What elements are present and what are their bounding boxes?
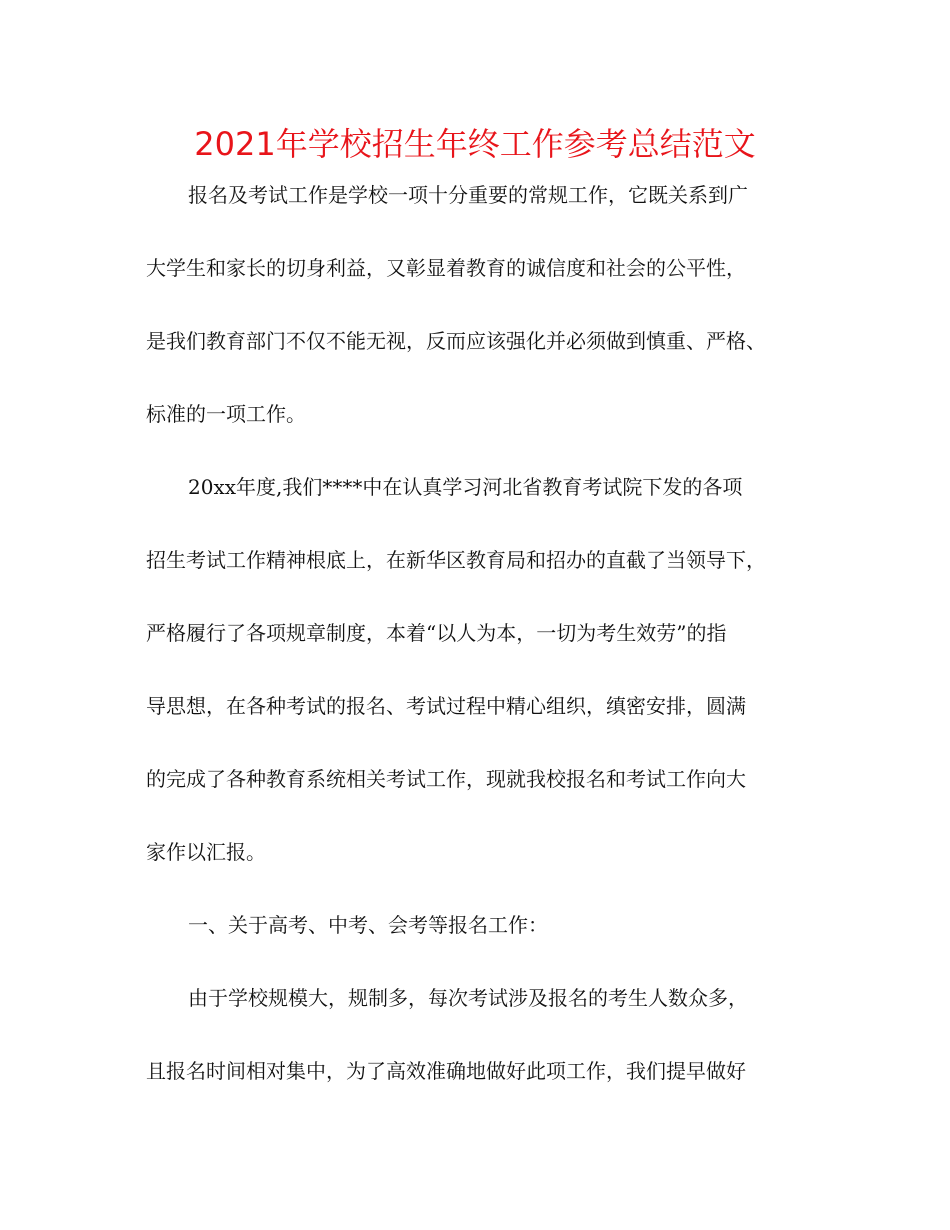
paragraph-line: 是我们教育部门不仅不能无视，反而应该强化并必须做到慎重、严格、 [146, 329, 766, 353]
document-title: 2021年学校招生年终工作参考总结范文 [194, 125, 756, 163]
paragraph-line: 家作以汇报。 [146, 840, 266, 864]
paragraph-line: 标准的一项工作。 [146, 402, 306, 426]
paragraph-line: 的完成了各种教育系统相关考试工作，现就我校报名和考试工作向大 [146, 767, 746, 791]
paragraph-line: 导思想，在各种考试的报名、考试过程中精心组织，缜密安排，圆满 [146, 694, 746, 718]
paragraph-line: 招生考试工作精神根底上，在新华区教育局和招办的直截了当领导下， [146, 548, 766, 572]
section-heading: 一、关于高考、中考、会考等报名工作： [188, 913, 548, 937]
paragraph-line: 20xx年度,我们****中在认真学习河北省教育考试院下发的各项 [188, 475, 743, 499]
paragraph-line: 且报名时间相对集中，为了高效准确地做好此项工作，我们提早做好 [146, 1059, 746, 1083]
paragraph-line: 严格履行了各项规章制度，本着“以人为本，一切为考生效劳”的指 [146, 621, 727, 645]
paragraph-line: 大学生和家长的切身利益，又彰显着教育的诚信度和社会的公平性， [146, 256, 746, 280]
paragraph-line: 由于学校规模大，规制多，每次考试涉及报名的考生人数众多， [188, 986, 748, 1010]
document-body [146, 177, 816, 1126]
paragraph-line: 报名及考试工作是学校一项十分重要的常规工作，它既关系到广 [188, 183, 748, 207]
